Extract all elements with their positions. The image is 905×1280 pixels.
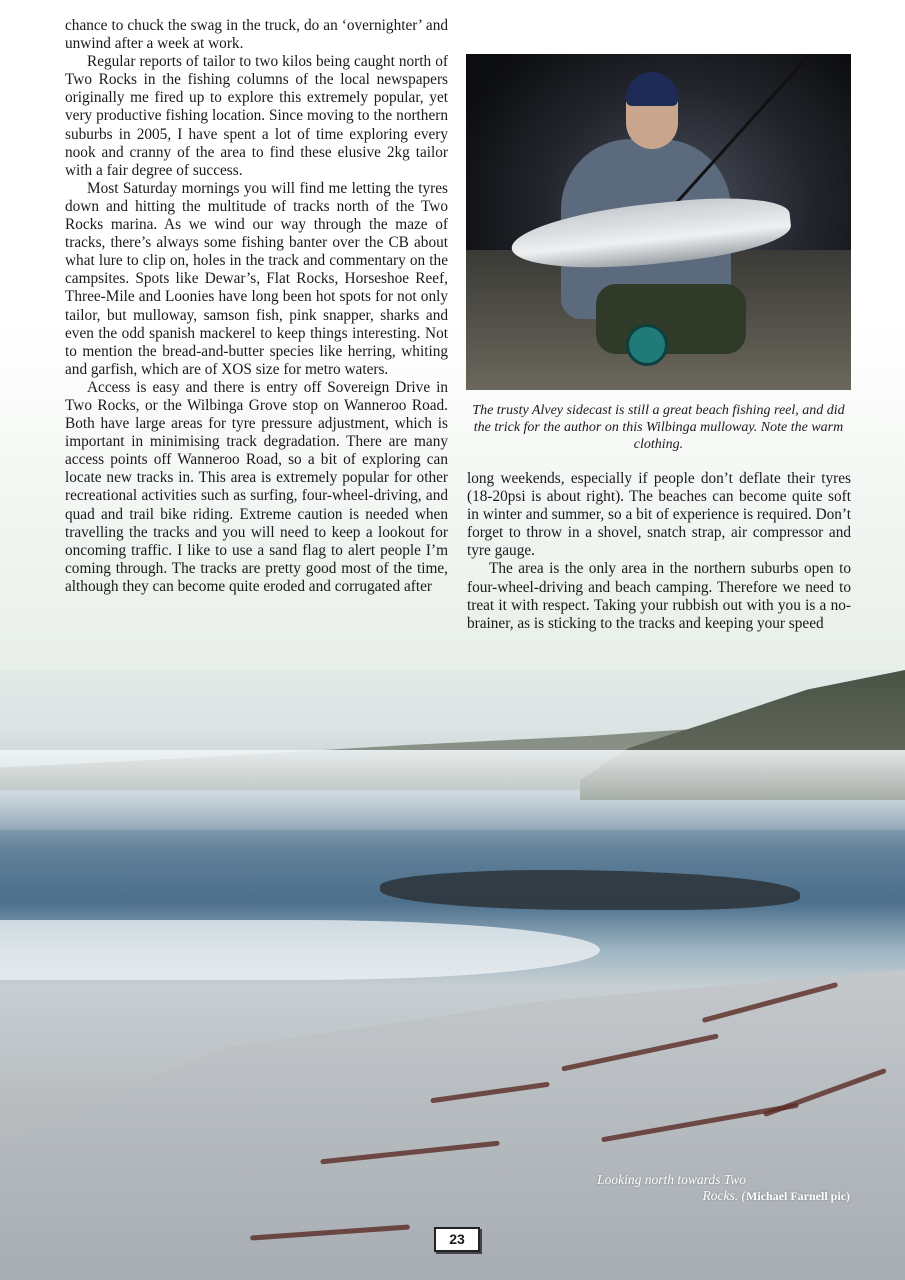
photo-beanie (626, 72, 678, 106)
paragraph: Access is easy and there is entry off Sovereign Drive in Two Rocks, or the Wilbinga Grove stop on Wanneroo Road. Both have large areas for tyre pressure adjustment, which is important in minimising track degradation. There are many access points off Wanneroo Road, so a bit of exploring can locate new tracks in. This area is extremely popular for other recreational activities such as surfing, four-wheel-driving, and quad and trail bike riding. Extreme caution is needed when travelling the tracks and you will need to keep a lookout for oncoming traffic. I like to use a sand flag to alert people I’m coming through. The tracks are pretty good most of the time, although they can become quite eroded and corrugated after (65, 378, 448, 595)
photo-caption: The trusty Alvey sidecast is still a great beach fishing reel, and did the trick for the author on this Wilbinga mulloway. Note the warm clothing. (472, 403, 845, 452)
photo-reef-rocks (380, 870, 800, 910)
photo-alvey-reel (626, 324, 668, 366)
photo-sea-mist (0, 750, 905, 830)
left-column (65, 17, 448, 596)
paragraph: chance to chuck the swag in the truck, do an ‘overnighter’ and unwind after a week at work. (65, 17, 448, 53)
landscape-caption-text: Looking north towards Two Rocks. ( (597, 1172, 747, 1203)
photo-surf-foam (0, 920, 600, 980)
landscape-caption (571, 1172, 850, 1204)
angler-with-mulloway-photo (466, 54, 851, 390)
paragraph: Regular reports of tailor to two kilos being caught north of Two Rocks in the fishing columns of the local newspapers originally me fired up to explore this extremely popular, yet very productive fishing location. Since moving to the northern suburbs in 2005, I have spent a lot of time exploring every nook and cranny of the area to find these elusive 2kg tailor with a fair degree of success. (65, 53, 448, 179)
paragraph: Most Saturday mornings you will find me letting the tyres down and hitting the multitude of tracks north of the Two Rocks marina. As we wind our way through the maze of tracks, there’s always some fishing banter over the CB about what lure to clip on, holes in the track and commentary on the campsites. Spots like Dewar’s, Flat Rocks, Horseshoe Reef, Three-Mile and Loonies have long been hot spots for not only tailor, but mulloway, samson fish, pink snapper, sharks and even the odd spanish mackerel to keep things interesting. Not to mention the bread-and-butter species like herring, whiting and garfish, which are of XOS size for metro waters. (65, 179, 448, 378)
right-column (467, 470, 851, 633)
paragraph: long weekends, especially if people don’t deflate their tyres (18-20psi is about right). The beaches can become quite soft in winter and summer, so a bit of experience is required. Don’t forget to throw in a shovel, snatch strap, air compressor and tyre gauge. (467, 470, 851, 560)
page-number: 23 (434, 1227, 480, 1252)
paragraph: The area is the only area in the northern suburbs open to four-wheel-driving and beach camping. Therefore we need to treat it with respect. Taking your rubbish out with you is a no-brainer, as is sticking to the tracks and keeping your speed (467, 560, 851, 632)
photo-angler-legs (596, 284, 746, 354)
photo-credit: Michael Farnell pic) (746, 1189, 850, 1203)
